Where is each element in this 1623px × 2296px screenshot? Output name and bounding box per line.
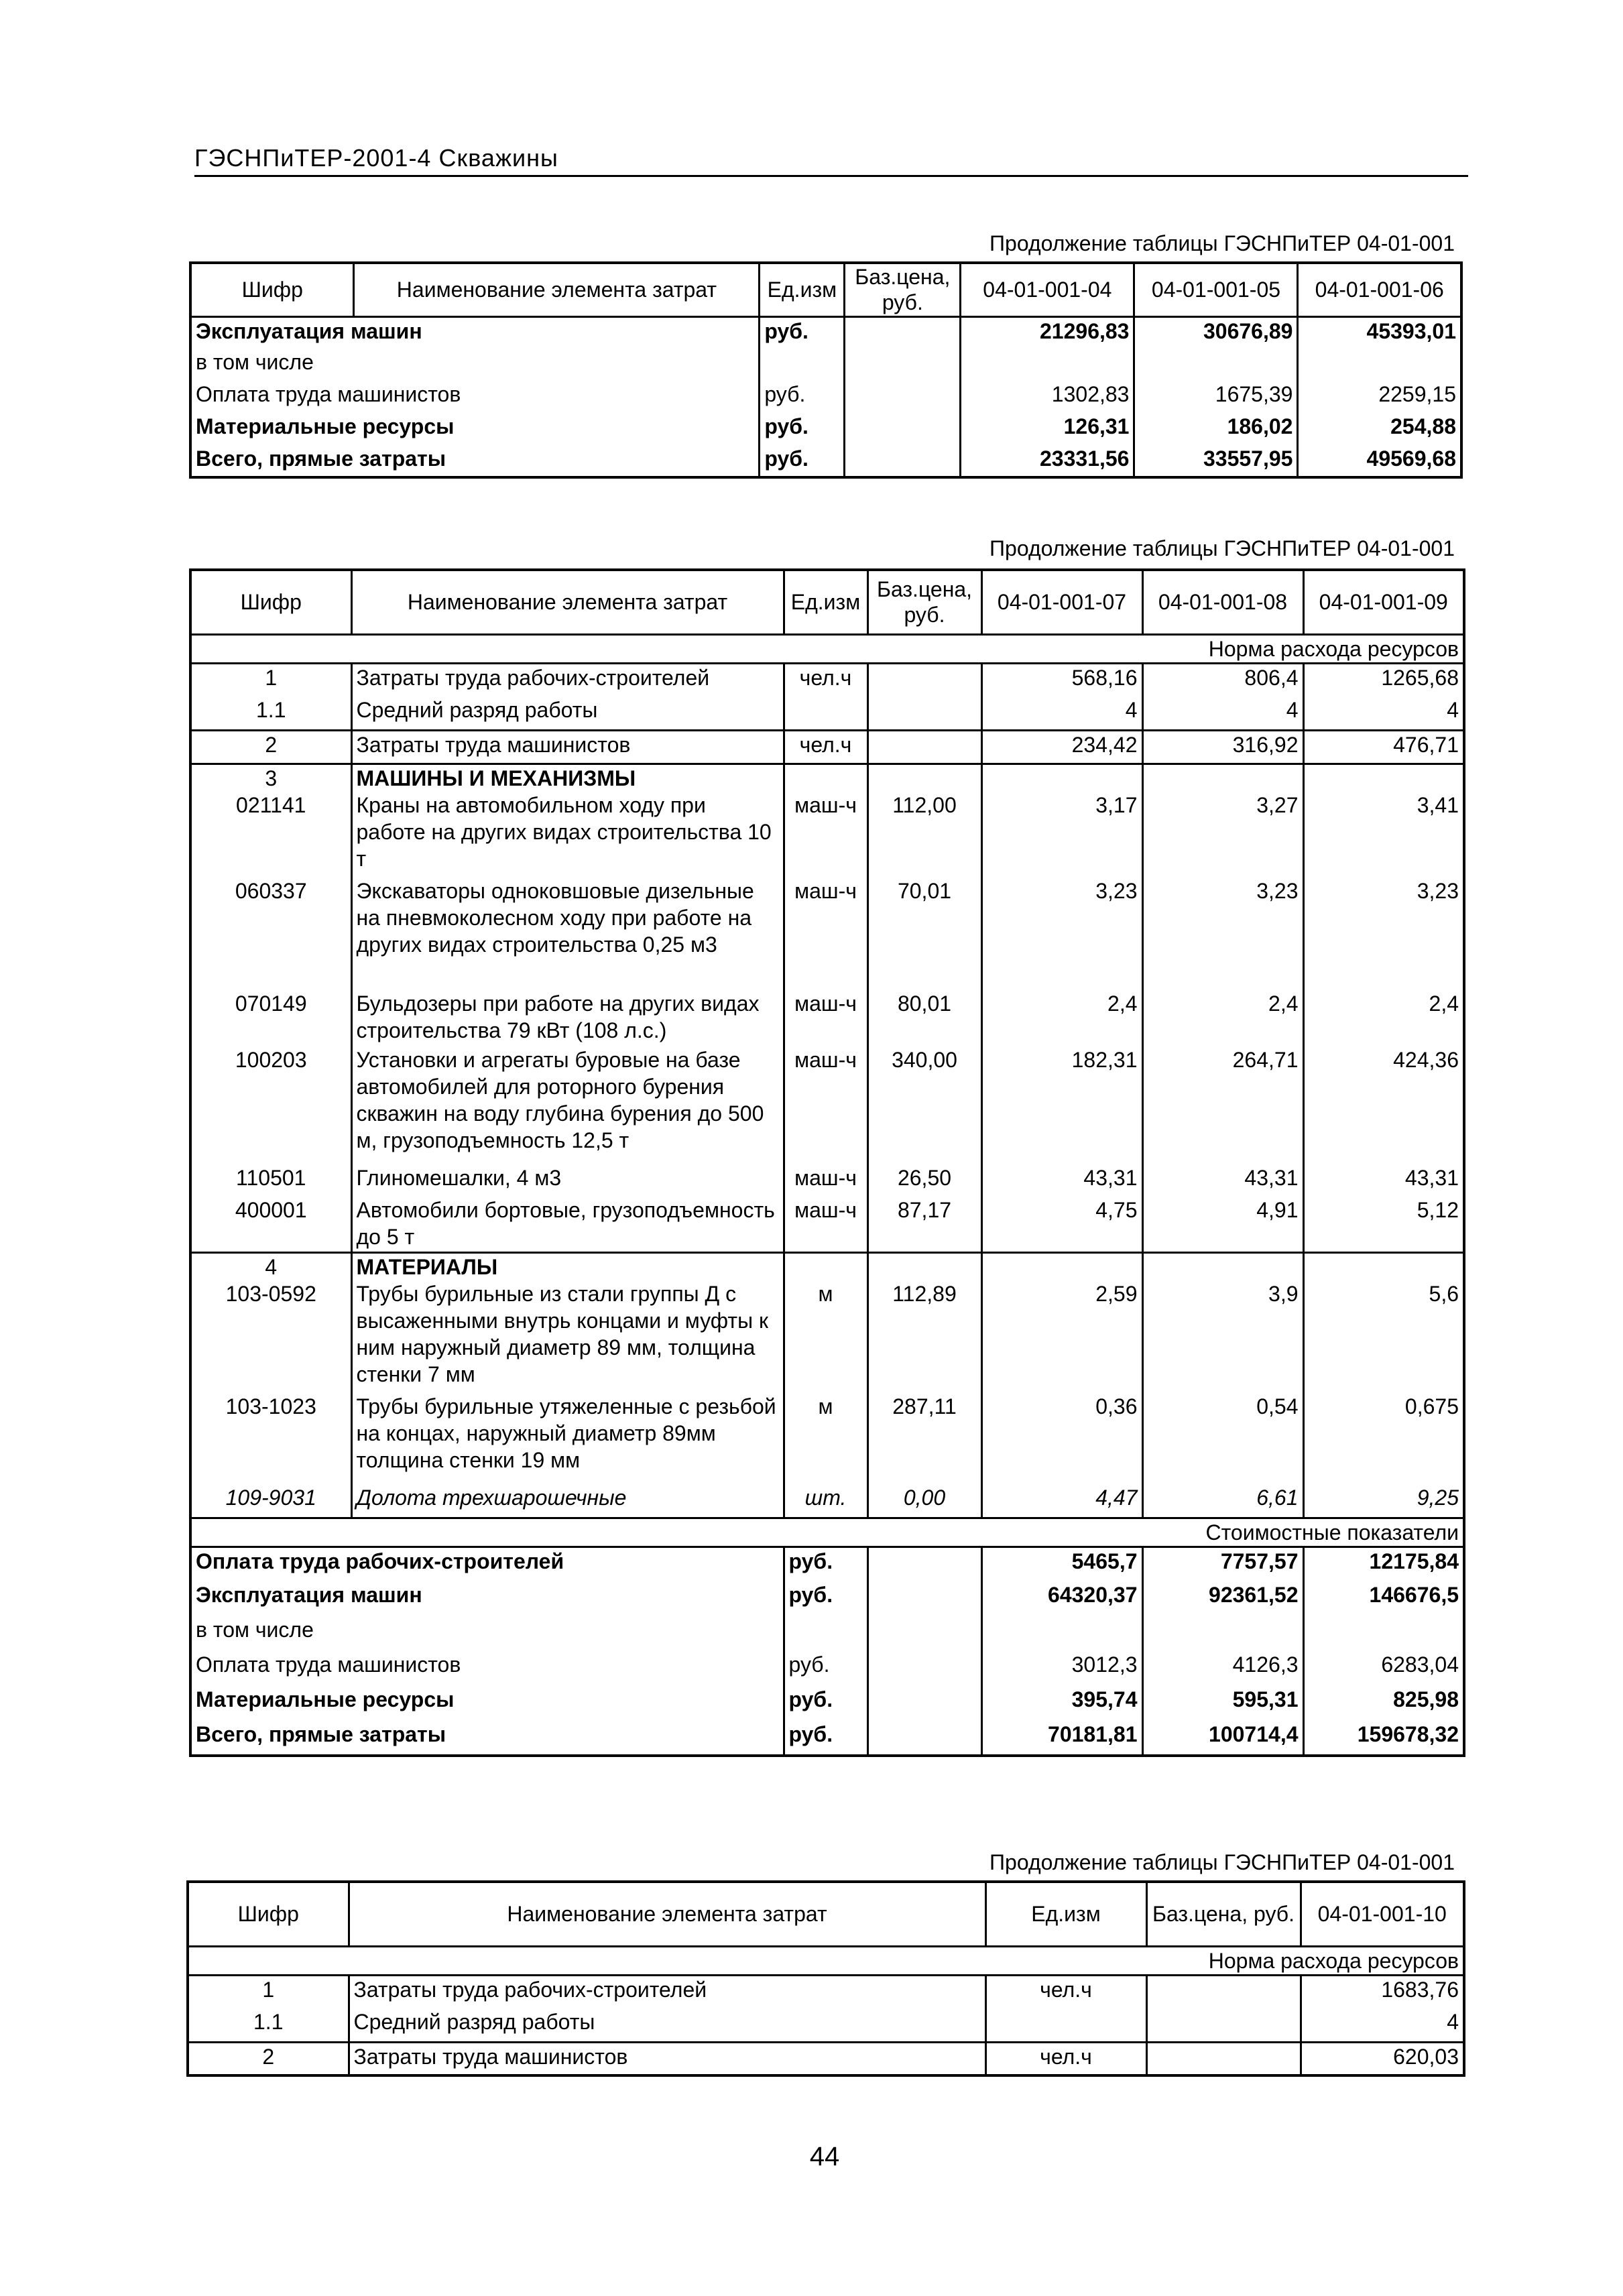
row-price [1146,2008,1301,2042]
row-code: 2 [188,2042,349,2075]
col-unit: Ед.изм [985,1882,1146,1946]
row-name: Средний разряд работы [349,2008,985,2042]
row-unit: руб. [760,413,845,445]
row-unit: чел.ч [985,2042,1146,2075]
row-value-07: 2,59 [981,1280,1142,1393]
row-value-08: 4 [1142,697,1303,730]
table-row [188,2042,1464,2075]
row-name: Долота трехшарошечные [351,1484,784,1518]
row-value-09: 3,41 [1417,792,1459,817]
row-price [845,349,961,381]
row-price: 340,00 [867,1046,981,1164]
row-unit: маш-ч [784,1197,867,1253]
col-04: 04-01-001-04 [961,263,1134,316]
row-code: 060337 [235,878,307,903]
row-value-09: 476,71 [1303,730,1464,764]
row-value-08: 3,9 [1142,1280,1303,1393]
row-value-08: 3,27 [1142,792,1303,878]
row-value-06: 49569,68 [1366,446,1456,471]
row-price [845,445,961,477]
section-row [190,1253,1464,1281]
col-09: 04-01-001-09 [1303,570,1464,634]
row-price: 26,50 [867,1164,981,1197]
row-price [867,1721,981,1756]
section-title: МАТЕРИАЛЫ [351,1253,784,1281]
table3-body [188,1946,1464,2075]
row-price [867,1616,981,1651]
row-value-06: 254,88 [1390,414,1456,438]
col-price: Баз.цена, руб. [845,263,961,316]
row-unit: руб. [760,445,845,477]
row-name: Всего, прямые затраты [196,1722,446,1746]
row-price [867,730,981,764]
empty-cell [981,1253,1142,1281]
row-code: 100203 [235,1047,307,1072]
row-value-07: 3,23 [981,878,1142,990]
row-value-09: 424,36 [1393,1047,1459,1072]
row-value-09: 43,31 [1404,1165,1459,1190]
row-value-09: 5,6 [1429,1282,1459,1306]
empty-cell [867,1253,981,1281]
row-value-08: 806,4 [1142,663,1303,697]
row-value-09: 825,98 [1393,1687,1459,1711]
page-number: 44 [809,2142,840,2171]
row-price: 80,01 [867,990,981,1046]
row-value-06 [1298,349,1461,381]
row-value-05: 33557,95 [1134,445,1298,477]
section-title: МАШИНЫ И МЕХАНИЗМЫ [351,764,784,792]
row-name: Затраты труда рабочих-строителей [349,1975,985,2008]
table-row [190,1164,1464,1197]
row-value-09: 4 [1447,698,1459,722]
row-value-07: 43,31 [981,1164,1142,1197]
col-code: Шифр [190,263,354,316]
row-code: 400001 [235,1197,307,1222]
row-name: Оплата труда машинистов [196,382,461,406]
row-unit: чел.ч [784,663,867,697]
row-name: Установки и агрегаты буровые на базе автомобилей для роторного бурения скважин на воду глубина бурения до 500 м, грузоподъемность 12,5 т [351,1046,784,1164]
row-value-08: 0,54 [1142,1393,1303,1484]
col-code: Шифр [190,570,351,634]
row-name: Оплата труда машинистов [196,1652,461,1677]
row-value-08: 92361,52 [1142,1581,1303,1616]
row-value-08: 316,92 [1142,730,1303,764]
row-value-05 [1134,349,1298,381]
row-value-06: 2259,15 [1378,382,1456,406]
section-code: 4 [190,1253,351,1281]
table1-caption: Продолжение таблицы ГЭСНПиТЕР 04-01-001 [989,231,1455,255]
row-unit: маш-ч [784,792,867,878]
row-value-08: 3,23 [1142,878,1303,990]
cost-row [190,1518,1464,1547]
table-row [188,1975,1464,2008]
norm-row [190,634,1464,663]
row-unit: шт. [784,1484,867,1518]
row-unit: руб. [784,1721,867,1756]
row-code: 070149 [235,991,307,1016]
table-row [190,316,1461,349]
col-10: 04-01-001-10 [1301,1882,1464,1946]
row-value-08: 7757,57 [1142,1547,1303,1581]
table-row [190,413,1461,445]
row-price [845,413,961,445]
table3 [186,1880,1465,2077]
col-name: Наименование элемента затрат [351,570,784,634]
row-value-09: 0,675 [1404,1394,1459,1418]
row-value-09: 12175,84 [1369,1549,1459,1573]
table1 [189,261,1463,479]
row-code: 021141 [236,792,306,817]
row-name: Затраты труда рабочих-строителей [351,663,784,697]
empty-cell [1303,1253,1464,1281]
row-unit: маш-ч [784,990,867,1046]
table-row [190,1393,1464,1484]
table-row [190,445,1461,477]
row-unit: руб. [784,1651,867,1686]
norm-row-label: Норма расхода ресурсов [188,1946,1464,1975]
row-code: 109-9031 [225,1486,316,1510]
row-unit: руб. [760,381,845,413]
row-name: Затраты труда машинистов [351,730,784,764]
empty-cell [1303,764,1464,792]
row-value-08: 2,4 [1142,990,1303,1046]
empty-cell [784,1253,867,1281]
row-value-10: 620,03 [1301,2042,1464,2075]
row-value-10: 1683,76 [1381,1977,1459,2002]
table2 [189,568,1465,1757]
row-name: Всего, прямые затраты [196,446,446,471]
row-value-09 [1303,1616,1464,1651]
row-value-04: 23331,56 [961,445,1134,477]
row-value-08: 595,31 [1142,1686,1303,1721]
table-row [190,990,1464,1046]
row-name: Автомобили бортовые, грузоподъемность до 5 т [351,1197,784,1253]
row-code: 103-0592 [225,1282,316,1306]
row-value-08: 4,91 [1142,1197,1303,1253]
row-value-07: 2,4 [981,990,1142,1046]
row-value-07: 234,42 [981,730,1142,764]
norm-row-label: Норма расхода ресурсов [190,634,1464,663]
row-price: 70,01 [867,878,981,990]
row-name: Материальные ресурсы [196,414,455,438]
row-unit: руб. [784,1581,867,1616]
col-name: Наименование элемента затрат [354,263,760,316]
row-value-05: 30676,89 [1134,316,1298,349]
table-row [190,1484,1464,1518]
row-value-07: 395,74 [981,1686,1142,1721]
row-name: Бульдозеры при работе на других видах строительства 79 кВт (108 л.с.) [351,990,784,1046]
table2-caption: Продолжение таблицы ГЭСНПиТЕР 04-01-001 [989,536,1455,560]
row-value-07: 64320,37 [981,1581,1142,1616]
row-value-09: 146676,5 [1369,1583,1459,1607]
table-row [190,1651,1464,1686]
row-value-06: 45393,01 [1366,318,1456,343]
table-row [190,1280,1464,1393]
table-row [190,792,1464,878]
row-unit: чел.ч [985,1975,1146,2008]
row-value-05: 186,02 [1134,413,1298,445]
norm-row [188,1946,1464,1975]
row-value-04 [961,349,1134,381]
row-price: 112,00 [867,792,981,878]
row-code: 1 [262,1977,275,2002]
empty-cell [1142,764,1303,792]
section-code: 3 [190,764,351,792]
table-row [190,381,1461,413]
row-unit: маш-ч [784,1164,867,1197]
table-row [190,1547,1464,1581]
row-value-08: 100714,4 [1142,1721,1303,1756]
table-row [190,1197,1464,1253]
row-value-07: 70181,81 [981,1721,1142,1756]
row-unit: руб. [784,1686,867,1721]
row-name: Эксплуатация машин [196,1583,422,1607]
table1-body [190,316,1461,477]
row-value-07: 568,16 [981,663,1142,697]
table-row [190,878,1464,990]
row-code: 1.1 [256,698,286,722]
table-row [190,730,1464,764]
row-unit [760,349,845,381]
row-value-07: 0,36 [981,1393,1142,1484]
row-value-07: 3,17 [981,792,1142,878]
col-07: 04-01-001-07 [981,570,1142,634]
row-name: Краны на автомобильном ходу при работе на других видах строительства 10 т [351,792,784,878]
row-price [867,697,981,730]
row-code: 1 [265,665,278,690]
row-price [867,1686,981,1721]
row-code: 103-1023 [225,1394,316,1418]
row-price [845,316,961,349]
row-code: 1.1 [253,2010,284,2034]
row-name: Затраты труда машинистов [349,2042,985,2075]
row-value-08 [1142,1616,1303,1651]
table-row [190,349,1461,381]
row-value-08: 43,31 [1142,1164,1303,1197]
row-value-07 [981,1616,1142,1651]
row-value-07: 4 [981,697,1142,730]
row-name: Эксплуатация машин [196,318,422,343]
col-unit: Ед.изм [760,263,845,316]
row-value-07: 182,31 [981,1046,1142,1164]
row-value-08: 6,61 [1142,1484,1303,1518]
row-value-08: 264,71 [1142,1046,1303,1164]
row-unit: чел.ч [784,730,867,764]
row-value-05: 1675,39 [1134,381,1298,413]
row-name: Экскаваторы одноковшовые дизельные на пневмоколесном ходу при работе на других видах строительства 0,25 м3 [351,878,784,990]
row-value-07: 3012,3 [981,1651,1142,1686]
row-value-08: 4126,3 [1142,1651,1303,1686]
row-price: 0,00 [867,1484,981,1518]
row-value-04: 1302,83 [961,381,1134,413]
row-price [845,381,961,413]
row-price [867,1547,981,1581]
row-name: Трубы бурильные из стали группы Д с высаженными внутрь концами и муфты к ним наружный диаметр 89 мм, толщина стенки 7 мм [351,1280,784,1393]
row-name: Материальные ресурсы [196,1687,455,1711]
row-value-07: 4,75 [981,1197,1142,1253]
row-price [867,663,981,697]
col-08: 04-01-001-08 [1142,570,1303,634]
col-06: 04-01-001-06 [1298,263,1461,316]
row-name: Глиномешалки, 4 м3 [351,1164,784,1197]
row-price [867,1651,981,1686]
row-unit: маш-ч [784,878,867,990]
row-code: 2 [190,730,351,764]
row-value-09: 1265,68 [1381,665,1459,690]
row-unit [985,2008,1146,2042]
row-value-09: 159678,32 [1357,1722,1459,1746]
table-row [190,1686,1464,1721]
row-name: в том числе [196,350,314,374]
col-unit: Ед.изм [784,570,867,634]
row-price [867,1581,981,1616]
row-unit [784,697,867,730]
col-name: Наименование элемента затрат [349,1882,985,1946]
row-unit: м [784,1393,867,1484]
row-price: 287,11 [867,1393,981,1484]
cost-row-label: Стоимостные показатели [190,1518,1464,1547]
section-row [190,764,1464,792]
row-price: 87,17 [867,1197,981,1253]
row-value-04: 21296,83 [961,316,1134,349]
table-row [190,1721,1464,1756]
row-price [1146,1975,1301,2008]
col-price: Баз.цена, руб. [1146,1882,1301,1946]
empty-cell [867,764,981,792]
empty-cell [1142,1253,1303,1281]
row-name: Трубы бурильные утяжеленные с резьбой на концах, наружный диаметр 89мм толщина стенки 19 мм [351,1393,784,1484]
row-value-10: 4 [1447,2010,1459,2034]
table-row [190,1616,1464,1651]
row-unit: маш-ч [784,1046,867,1164]
table-row [190,1581,1464,1616]
row-value-07: 4,47 [981,1484,1142,1518]
col-code: Шифр [188,1882,349,1946]
page-header: ГЭСНПиТЕР-2001-4 Скважины [194,144,1468,177]
row-price: 112,89 [867,1280,981,1393]
table-row [188,2008,1464,2042]
row-name: Средний разряд работы [351,697,784,730]
table-row [190,697,1464,730]
row-value-09: 5,12 [1417,1197,1459,1222]
row-name: в том числе [196,1618,314,1642]
row-unit [784,1616,867,1651]
table-row [190,1046,1464,1164]
row-unit: руб. [784,1547,867,1581]
empty-cell [784,764,867,792]
row-value-07: 5465,7 [981,1547,1142,1581]
row-unit: руб. [760,316,845,349]
row-price [1146,2042,1301,2075]
row-value-09: 3,23 [1417,878,1459,903]
table3-caption: Продолжение таблицы ГЭСНПиТЕР 04-01-001 [989,1850,1455,1874]
row-value-09: 2,4 [1429,991,1459,1016]
empty-cell [981,764,1142,792]
row-value-04: 126,31 [961,413,1134,445]
table2-body [190,634,1464,1756]
table-row [190,663,1464,697]
col-05: 04-01-001-05 [1134,263,1298,316]
col-price: Баз.цена, руб. [867,570,981,634]
row-name: Оплата труда рабочих-строителей [196,1549,564,1573]
row-value-09: 6283,04 [1381,1652,1459,1677]
row-unit: м [784,1280,867,1393]
row-code: 110501 [236,1165,306,1190]
row-value-09: 9,25 [1417,1486,1459,1510]
